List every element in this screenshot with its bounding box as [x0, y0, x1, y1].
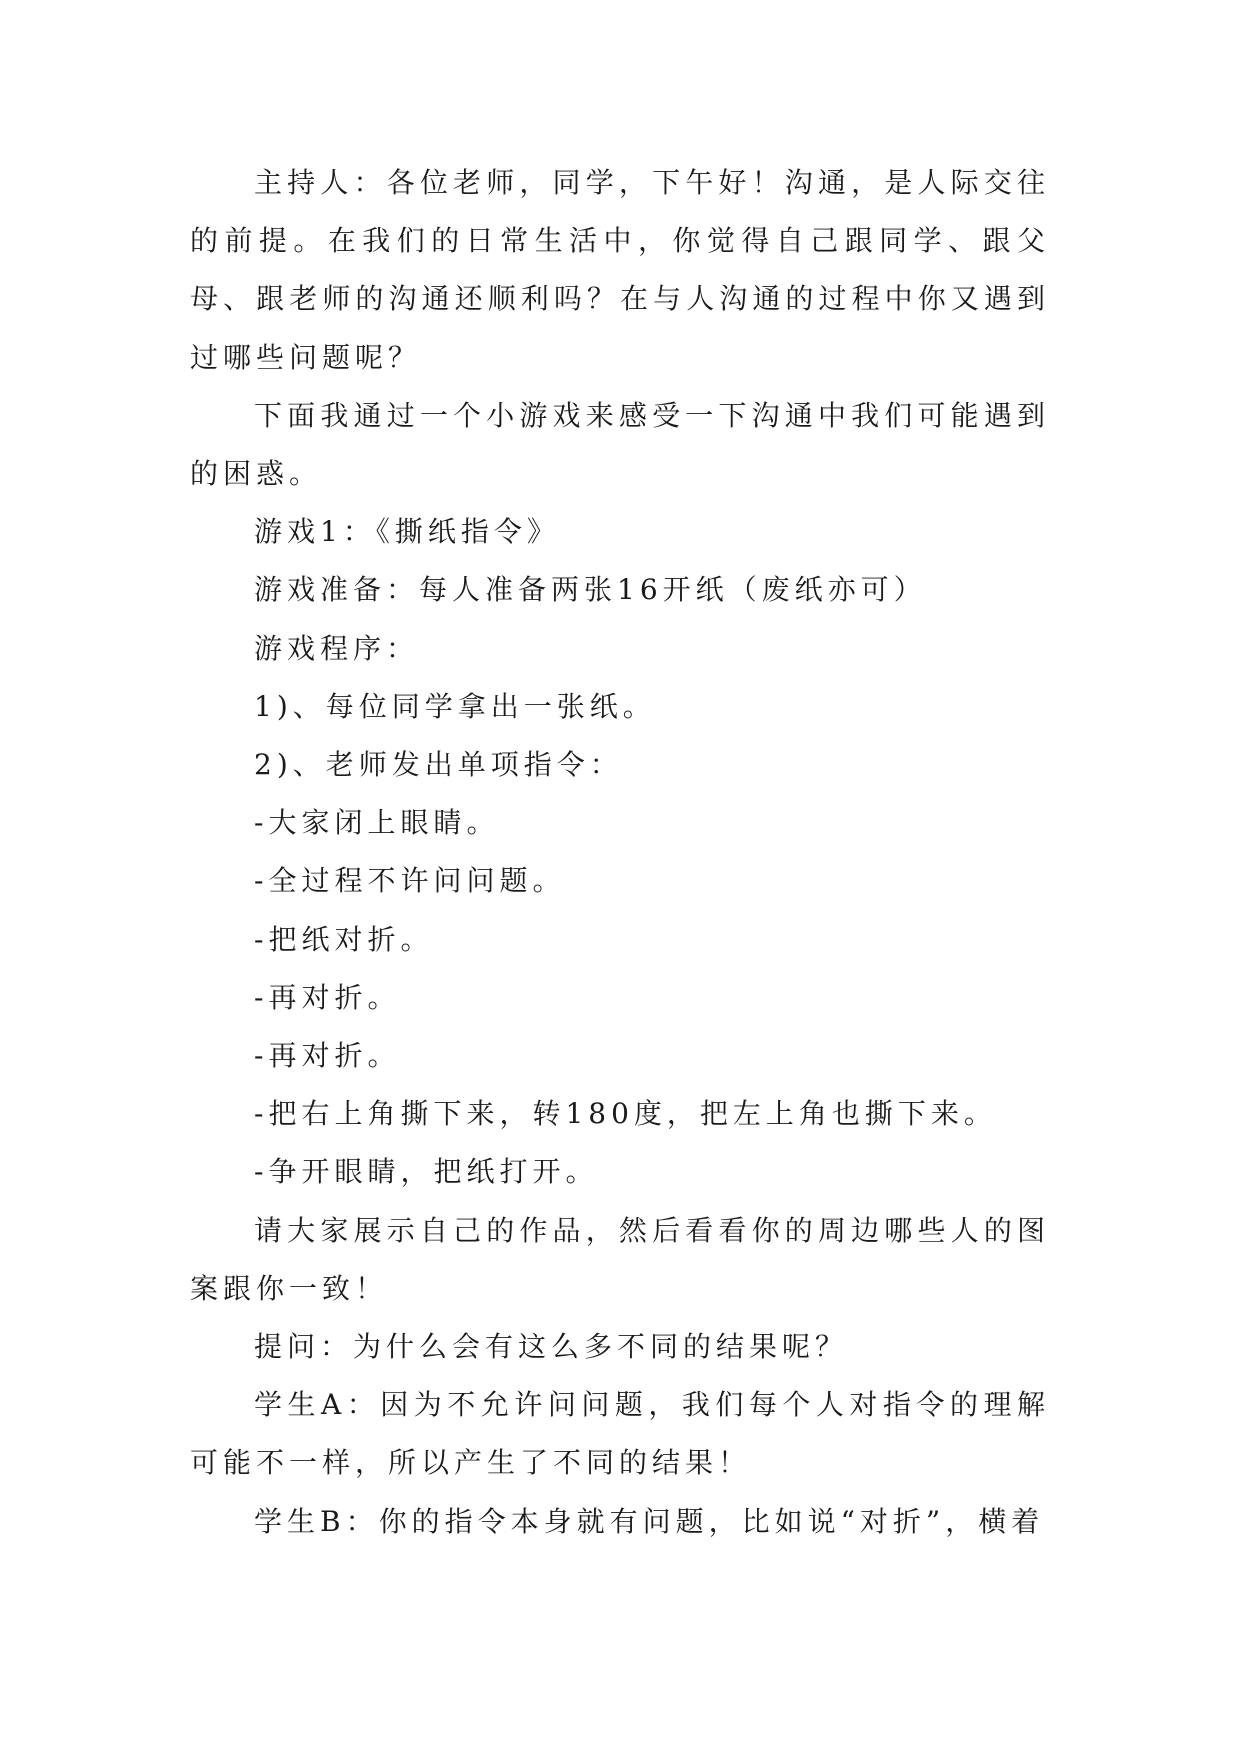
paragraph-game-title: 游戏1：《撕纸指令》	[254, 515, 560, 549]
paragraph-student-a: 学生A：因为不允许问问题，我们每个人对指令的理解可能不一样，所以产生了不同的结果！	[190, 1388, 1050, 1480]
paragraph-instruction-item: -把右上角撕下来，转180度，把左上角也撕下来。	[254, 1097, 997, 1131]
paragraph-show-work: 请大家展示自己的作品，然后看看你的周边哪些人的图案跟你一致！	[190, 1213, 1050, 1305]
paragraph-student-b: 学生B：你的指令本身就有问题，比如说“对折”，横着	[254, 1504, 1045, 1538]
paragraph-instruction-item: -把纸对折。	[254, 922, 434, 956]
paragraph-game-procedure-heading: 游戏程序：	[254, 631, 420, 665]
paragraph-instruction-item: -再对折。	[254, 980, 401, 1014]
document-body	[190, 154, 1050, 1551]
paragraph-instruction-item: -大家闭上眼睛。	[254, 806, 500, 840]
paragraph-game-preparation: 游戏准备：每人准备两张16开纸（废纸亦可）	[254, 573, 927, 607]
paragraph-procedure-step-1: 1)、每位同学拿出一张纸。	[254, 689, 656, 723]
paragraph-game-intro: 下面我通过一个小游戏来感受一下沟通中我们可能遇到的困惑。	[190, 398, 1050, 491]
paragraph-instruction-item: -全过程不许问问题。	[254, 864, 566, 898]
paragraph-intro: 主持人：各位老师，同学，下午好！沟通，是人际交往的前提。在我们的日常生活中，你觉得自己跟同学、跟父母、跟老师的沟通还顺利吗？在与人沟通的过程中你又遇到过哪些问题呢？	[190, 166, 1050, 374]
paragraph-procedure-step-2: 2)、老师发出单项指令：	[254, 748, 623, 782]
paragraph-question: 提问：为什么会有这么多不同的结果呢？	[254, 1330, 849, 1364]
paragraph-instruction-item: -争开眼睛，把纸打开。	[254, 1155, 599, 1189]
paragraph-instruction-item: -再对折。	[254, 1039, 401, 1073]
